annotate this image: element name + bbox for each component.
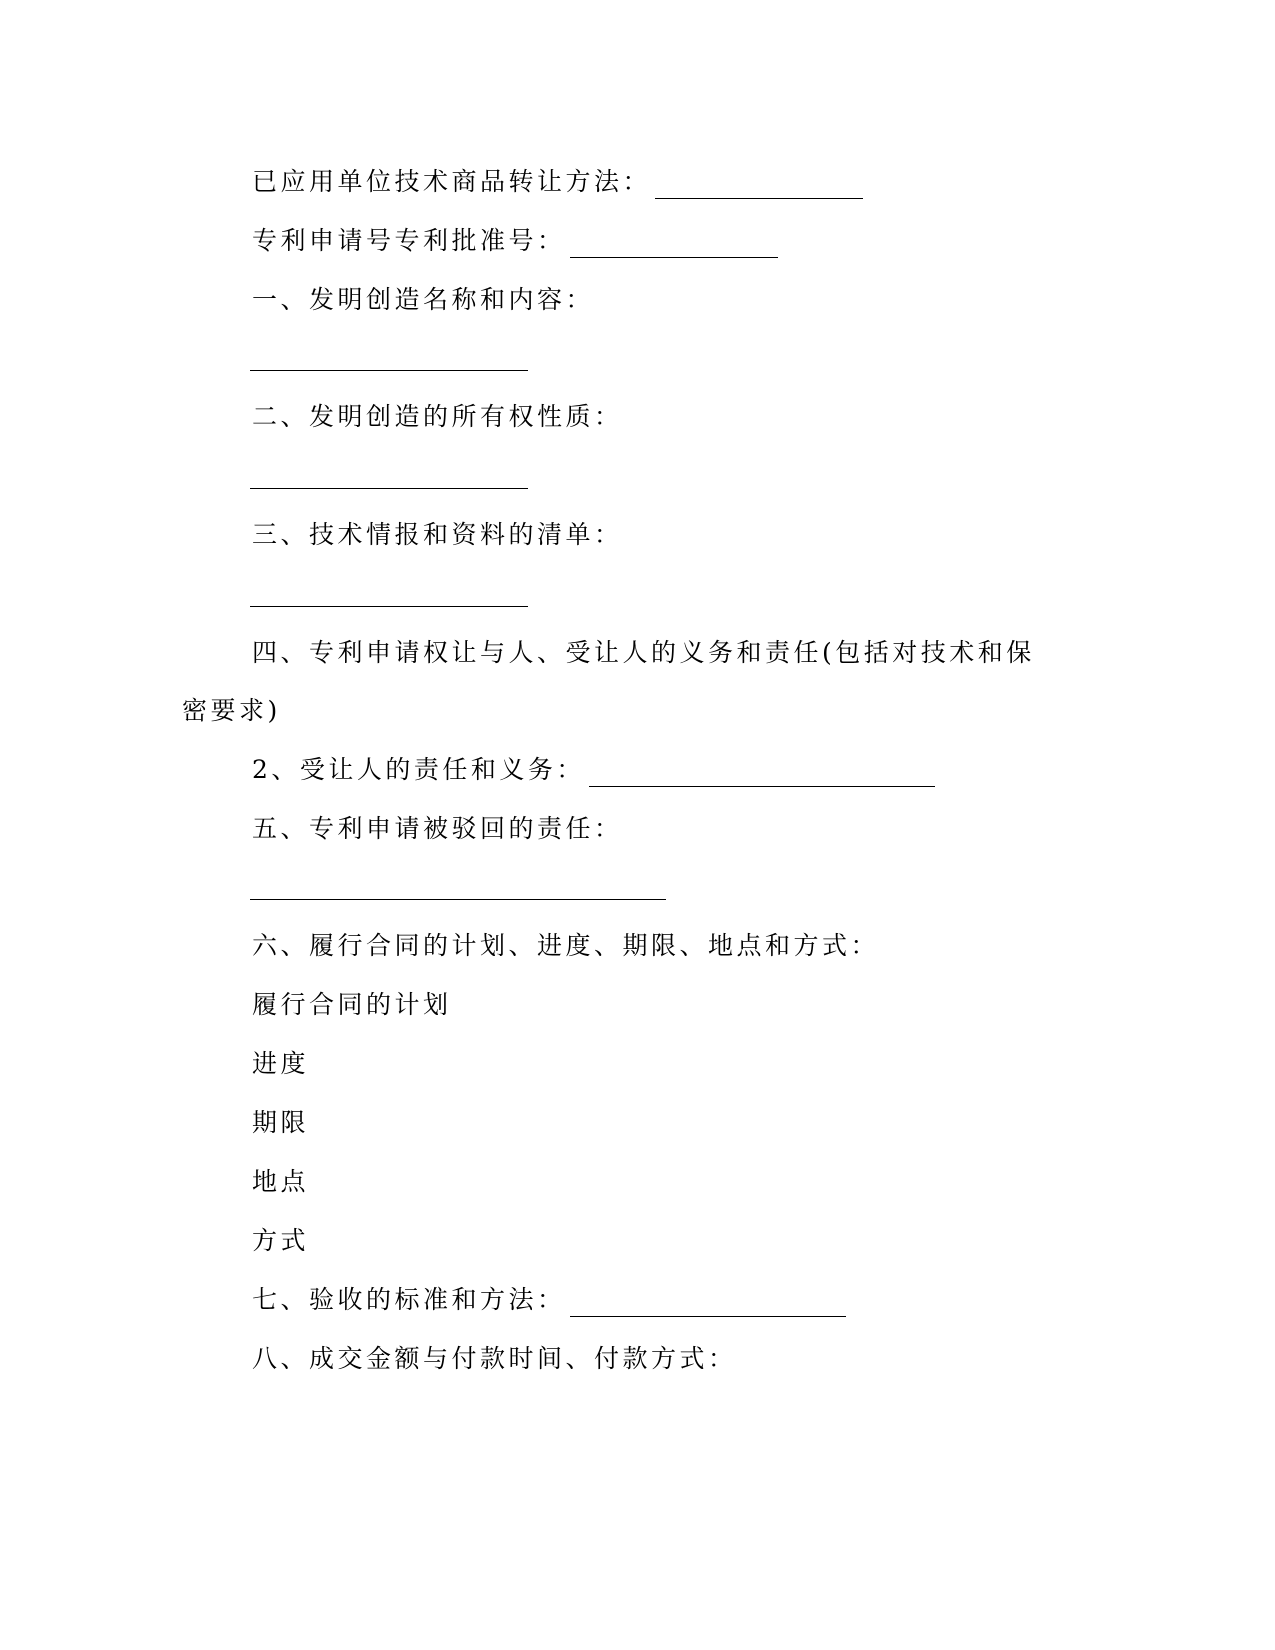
progress-item: 进度 <box>252 1049 310 1078</box>
term-item: 期限 <box>252 1108 310 1137</box>
item-2-label: 2、受让人的责任和义务： <box>252 755 585 784</box>
section-1-blank[interactable] <box>250 370 528 371</box>
section-3-heading: 三、技术情报和资料的清单： <box>252 520 623 549</box>
patent-numbers-line <box>252 224 778 258</box>
patent-numbers-blank[interactable] <box>570 229 778 258</box>
section-1-heading: 一、发明创造名称和内容： <box>252 285 595 314</box>
section-7-line <box>252 1283 846 1317</box>
item-2-line <box>252 753 935 787</box>
applied-unit-transfer-label: 已应用单位技术商品转让方法： <box>252 167 652 196</box>
method-item: 方式 <box>252 1226 310 1255</box>
section-2-blank[interactable] <box>250 488 528 489</box>
section-4-heading-line1: 四、专利申请权让与人、受让人的义务和责任(包括对技术和保 <box>252 638 1035 667</box>
section-7-blank[interactable] <box>570 1288 846 1317</box>
section-4-heading-line2: 密要求) <box>182 696 281 725</box>
section-3-blank[interactable] <box>250 606 528 607</box>
plan-item: 履行合同的计划 <box>252 990 452 1019</box>
applied-unit-transfer-line <box>252 165 863 199</box>
section-7-label: 七、验收的标准和方法： <box>252 1285 566 1314</box>
item-2-blank[interactable] <box>589 758 935 787</box>
section-5-blank[interactable] <box>250 899 666 900</box>
section-8-heading: 八、成交金额与付款时间、付款方式： <box>252 1344 737 1373</box>
section-2-heading: 二、发明创造的所有权性质： <box>252 402 623 431</box>
section-6-heading: 六、履行合同的计划、进度、期限、地点和方式： <box>252 931 880 960</box>
applied-unit-transfer-blank[interactable] <box>655 170 863 199</box>
place-item: 地点 <box>252 1167 310 1196</box>
section-5-heading: 五、专利申请被驳回的责任： <box>252 814 623 843</box>
patent-numbers-label: 专利申请号专利批准号： <box>252 226 566 255</box>
